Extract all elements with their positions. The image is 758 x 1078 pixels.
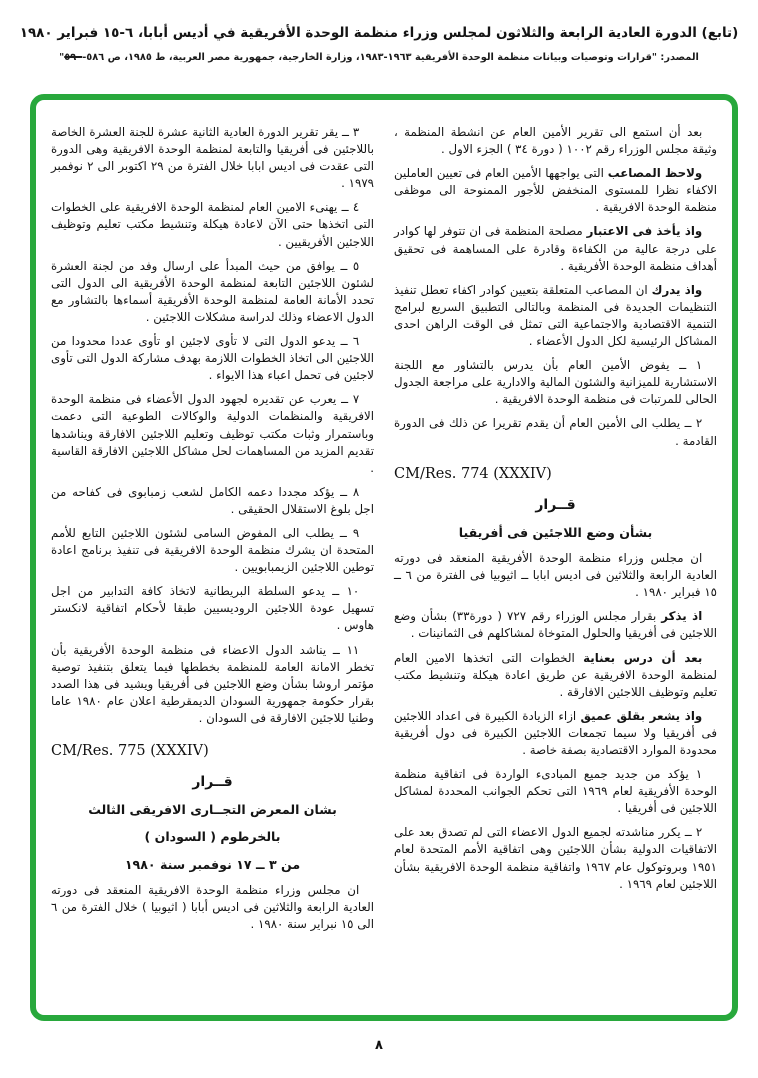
paragraph: ٢ ــ يطلب الى الأمين العام أن يقدم تقريرا عن ذلك فى الدورة القادمة . [394, 416, 717, 448]
paragraph-lead: ولاحظ المصاعب [607, 166, 703, 181]
resolution-ref: CM/Res. 775 (XXXIV) [51, 743, 209, 759]
paragraph: ٣ ــ يقر تقرير الدورة العادية الثانية عشرة للجنة العشرة الخاصة باللاجئين فى أفريقيا والتابعة لمنظمة الوحدة الافريقية وهى الدورة التى عقدت فى اديس ابابا خلال الفترة من ٢٩ اكتوبر الى ٢ نوفمبر ١٩٧٩ . [51, 125, 375, 191]
paragraph: ٤ ــ يهنىء الامين العام لمنظمة الوحدة الافريقية على الخطوات التى اتخذها حتى الآن لاعادة هيكلة وتنشيط مكتب تعليم وتوظيف اللاجئين الأفريقيين . [51, 200, 374, 249]
paragraph: ١ ــ يفوض الأمين العام بأن يدرس بالتشاور مع اللجنة الاستشارية للميزانية والشئون المالية والادارية على مراجعة الجدول الحالى للمرتبات فى منظمة الوحدة الافريقية . [394, 358, 717, 407]
paragraph: واذ يدرك ان المصاعب المتعلقة بتعيين كوادر اكفاء تعطل تنفيذ التنظيمات الجديدة فى المنظمة وبالتالى التطبيق السريع لبرامج التنمية الاقتصادية والاجتماعية التى تمثل فى الوقت الراهن احدى المشاكل الرئيسية لكل الدول الأعضاء . [394, 282, 717, 349]
source-text: المصدر: "قرارات وتوصيات وبيانات منظمة الوحدة الأفريقية ١٩٦٣-١٩٨٣، وزارة الخارجية، جمهورية مصر العربية، ط ١٩٨٥، ص ٥٨٦- [82, 51, 699, 63]
paragraph: ٩ ــ يطلب الى المفوض السامى لشئون اللاجئين التابع للأمم المتحدة ان يشرك منظمة الوحدة الافريقية فى تنفيذ برنامج اعادة توطين اللاجئين الزيمبابويين . [51, 525, 374, 575]
green-border-frame [30, 94, 738, 1021]
paragraph-lead: واذ يدرك [651, 282, 703, 297]
paragraph: اذ يذكر بقرار مجلس الوزراء رقم ٧٢٧ ( دورة٣٣) بشأن وضع اللاجئين فى أفريقيا والحلول المتوخاة لمشاكلهم فى الثمانينات . [394, 609, 717, 641]
paragraph-lead: واذ يشعر بقلق عميق [580, 708, 703, 723]
resolution-ref: CM/Res. 774 (XXXIV) [394, 465, 552, 482]
resolution-title: قــرار [535, 496, 576, 513]
paragraph: ان مجلس وزراء منظمة الوحدة الافريقية المنعقد فى دورته العادية الرابعة والثلاثين فى اديس أبابا ( اثيوبيا ) خلال الفترة من ٦ الى ١٥ نبراير سنة ١٩٨٠ . [51, 882, 374, 931]
text-columns [36, 100, 732, 1015]
resolution-title: قــرار [192, 774, 233, 791]
paragraph-lead: اذ يذكر [661, 609, 703, 624]
paragraph: ٥ ــ يوافق من حيث المبدأ على ارسال وفد من لجنة العشرة لشئون اللاجئين التابعة لمنظمة الوحدة الأفريقية الى الدول التى تحدد الأمانة العامة لمنظمة الوحدة الأفريقية أسماءها بالتشاور مع الدول الاعضاء وذلك لدراسة مشكلات اللاجئين . [51, 258, 374, 324]
paragraph-lead: واذ يأخذ فى الاعتبار [586, 224, 703, 239]
resolution-subtitle: بشان المعرض التجــارى الافريقى الثالث [88, 802, 337, 818]
paragraph: ٦ ــ يدعو الدول التى لا تأوى لاجئين او تأوى عددا محدودا من اللاجئين الى اتخاذ الخطوات اللازمة بهدف مشاركة الدول التى تأوى لاجئين فى تحمل اعباء هذا الايواء . [51, 334, 374, 383]
source-closing-quote: " [59, 51, 65, 63]
paragraph: واذ يأخذ فى الاعتبار مصلحة المنظمة فى ان تتوفر لها كوادر على درجة عالية من الكفاءة وقادرة على المساهمة فى تحقيق أهداف منظمة الوحدة الأفريقية . [394, 224, 717, 273]
page-header [0, 24, 758, 63]
paragraph: ٨ ــ يؤكد مجددا دعمه الكامل لشعب زمبابوى فى كفاحه من اجل بلوغ الاستقلال الحقيقى . [51, 484, 374, 516]
column-left [51, 124, 374, 1015]
column-right [394, 124, 717, 1015]
paragraph-lead: بعد أن درس بعناية [583, 650, 703, 665]
page-number: ٨ [375, 1038, 383, 1053]
paragraph: بعد أن استمع الى تقرير الأمين العام عن انشطة المنظمة ، وثيقة مجلس الوزراء رقم ١٠٠٢ ( دورة ٣٤ ) الجزء الاول . [394, 125, 717, 157]
paragraph: واذ يشعر بقلق عميق ازاء الزيادة الكبيرة فى اعداد اللاجئين فى أفريقيا ولا سيما تجمعات اللاجئين الكبيرة فى دول أفريقية محدودة الموارد الاقتصادية بصفة خاصة . [394, 708, 717, 757]
resolution-subtitle: بشأن وضع اللاجئين فى أفريقيا [458, 524, 653, 540]
source-line [0, 52, 758, 63]
paragraph: ٧ ــ يعرب عن تقديره لجهود الدول الأعضاء فى منظمة الوحدة الافريقية والمنظمات الدولية والوكالات الطوعية التى دعمت وباستمرار وثبات مكتب توظيف وتعليم اللاجئين الافارقة ويناشدها تقديم المزيد من المساهمات لحل مشاكل اللاجئين الافارقة القاسية . [51, 392, 374, 475]
resolution-subtitle: من ٣ ــ ١٧ نوفمبر سنة ١٩٨٠ [124, 856, 301, 872]
paragraph: ٢ ــ يكرر مناشدته لجميع الدول الاعضاء التى لم تصدق بعد على الاتفاقيات الدولية بشأن اللاجئين وهى اتفاقية الأمم المتحدة لعام ١٩٥١ وبروتوكول عام ١٩٦٧ واتفاقية منظمة الوحدة الافريقية بشأن اللاجئين لعام ١٩٦٩ . [394, 825, 717, 891]
paragraph: ان مجلس وزراء منظمة الوحدة الأفريقية المنعقد فى دورته العادية الرابعة والثلاثين فى اديس ابابا ــ اثيوبيا فى الفترة من ٦ ــ ١٥ فبراير ١٩٨٠ . [394, 551, 717, 600]
paragraph: ولاحظ المصاعب التى يواجهها الأمين العام فى تعيين العاملين الاكفاء نظرا للمستوى المنخفض للأجور الممنوحة الى موظفى منظمة الوحدة الافريقية . [394, 166, 717, 215]
paragraph: ١٠ ــ يدعو السلطة البريطانية لاتخاذ كافة التدابير من اجل تسهيل عودة اللاجئين الروديسيين طبقا لأحكام اتفاقية لانكستر هاوس . [51, 584, 374, 633]
resolution-subtitle: بالخرطوم ( السودان ) [144, 829, 281, 845]
source-struck-text: ٥٩٠ [64, 51, 83, 63]
session-title: (تابع) الدورة العادية الرابعة والثلاثون لمجلس وزراء منظمة الوحدة الأفريقية في أديس أبابا، ٦-١٥ فبراير ١٩٨٠ [19, 25, 739, 41]
paragraph: بعد أن درس بعناية الخطوات التى اتخذها الامين العام لمنظمة الوحدة الافريقية عن طريق اعادة هيكلة وتنشيط مكتب تعليم وتوظيف اللاجئين الافارقة . [394, 650, 717, 699]
paragraph: ١ يؤكد من جديد جميع المبادىء الواردة فى اتفاقية منظمة الوحدة الأفريقية لعام ١٩٦٩ التى تحكم الجوانب المحددة لمشاكل اللاجئين فى أفريقيا . [394, 767, 717, 816]
paragraph: ١١ ــ يناشد الدول الاعضاء فى منظمة الوحدة الأفريقية بأن تخطر الامانة العامة للمنظمة بخططها فيما يتعلق بتنفيذ توصية مؤتمر اروشا بشأن وضع اللاجئين فى أفريقيا ويشيد فى هذا الصدد بقرار حكومة جمهورية السودان الديمقرطية اعلان عام ١٩٨٠ عاما وطنيا للاجئين الافارقة فى السودان . [51, 642, 374, 725]
